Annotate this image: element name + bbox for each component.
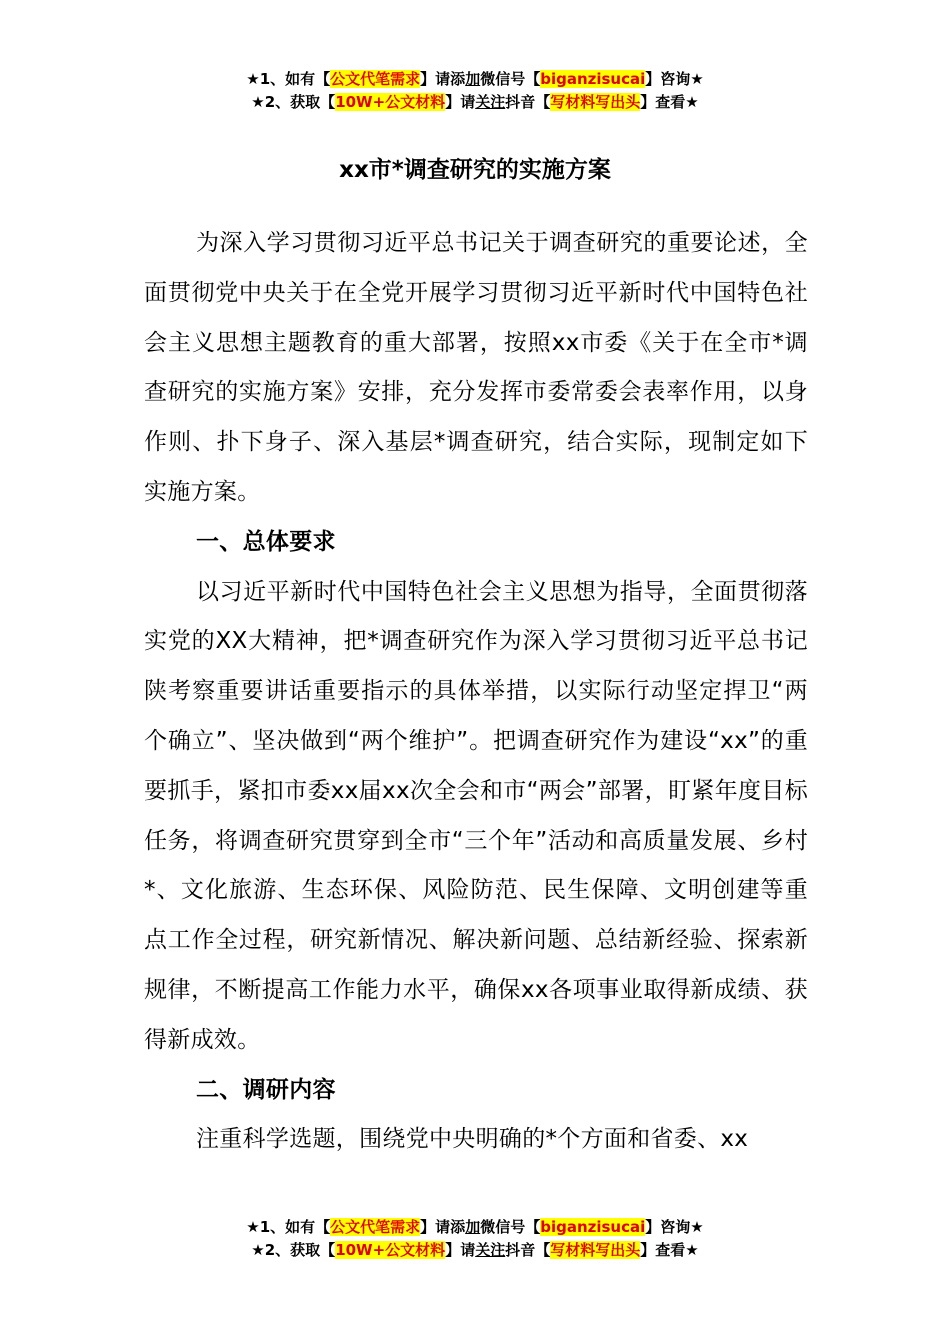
document-title: xx市*调查研究的实施方案 (339, 157, 611, 183)
banner-line-2 (0, 1239, 950, 1262)
banner-text: 】查看★ (640, 93, 699, 111)
banner-underline: 关注 (475, 1241, 506, 1259)
paragraph-requirements: 以习近平新时代中国特色社会主义思想为指导，全面贯彻落实党的XX大精神，把*调查研究作为深入学习贯彻习近平总书记陕考察重要讲话重要指示的具体举措，以实际行动坚定捍卫“两个确立”、坚决做到“两个维护”。把调查研究作为建设“xx”的重要抓手，紧扣市委xx届xx次全会和市“两会”部署，盯紧年度目标任务，将调查研究贯穿到全市“三个年”活动和高质量发展、乡村*、文化旅游、生态环保、风险防范、民生保障、文明创建等重点工作全过程，研究新情况、解决新问题、总结新经验、探索新规律，不断提高工作能力水平，确保xx各项事业取得新成绩、获得新成效。 (144, 578, 808, 1053)
banner-underline: 加 (465, 70, 481, 88)
header-banner (0, 68, 950, 114)
banner-text: 】请 (445, 93, 476, 111)
banner-line-1 (0, 1216, 950, 1239)
banner-text: 微信号【 (480, 1218, 541, 1236)
section-heading-2: 二、调研内容 (196, 1076, 336, 1103)
banner-text: 】咨询★ (645, 70, 704, 88)
banner-highlight: 10W+公文材料 (335, 93, 446, 111)
banner-line-2 (0, 91, 950, 114)
banner-text: 】请添 (420, 1218, 466, 1236)
banner-highlight: biganzisucai (540, 1218, 646, 1236)
section-heading-1: 一、总体要求 (196, 528, 336, 555)
banner-underline: 关注 (475, 93, 506, 111)
banner-highlight: 10W+公文材料 (335, 1241, 446, 1259)
footer-banner (0, 1216, 950, 1262)
banner-text: 】请 (445, 1241, 476, 1259)
banner-text: 微信号【 (480, 70, 541, 88)
banner-highlight: biganzisucai (540, 70, 646, 88)
paragraph-content: 注重科学选题，围绕党中央明确的*个方面和省委、xx (196, 1126, 749, 1153)
document-body (144, 219, 808, 1165)
banner-text: ★2、获取【 (251, 1241, 336, 1259)
banner-text: 抖音【 (505, 1241, 551, 1259)
banner-text: ★1、如有【 (246, 70, 331, 88)
banner-text: ★2、获取【 (251, 93, 336, 111)
banner-highlight: 写材料写出头 (550, 93, 641, 111)
banner-text: 】咨询★ (645, 1218, 704, 1236)
banner-highlight: 写材料写出头 (550, 1241, 641, 1259)
banner-line-1 (0, 68, 950, 91)
banner-text: 】查看★ (640, 1241, 699, 1259)
banner-highlight: 公文代笔需求 (330, 70, 421, 88)
banner-underline: 加 (465, 1218, 481, 1236)
banner-text: 抖音【 (505, 93, 551, 111)
banner-highlight: 公文代笔需求 (330, 1218, 421, 1236)
banner-text: ★1、如有【 (246, 1218, 331, 1236)
paragraph-intro: 为深入学习贯彻习近平总书记关于调查研究的重要论述，全面贯彻党中央关于在全党开展学习贯彻习近平新时代中国特色社会主义思想主题教育的重大部署，按照xx市委《关于在全市*调查研究的实施方案》安排，充分发挥市委常委会表率作用，以身作则、扑下身子、深入基层*调查研究，结合实际，现制定如下实施方案。 (144, 230, 808, 505)
banner-text: 】请添 (420, 70, 466, 88)
